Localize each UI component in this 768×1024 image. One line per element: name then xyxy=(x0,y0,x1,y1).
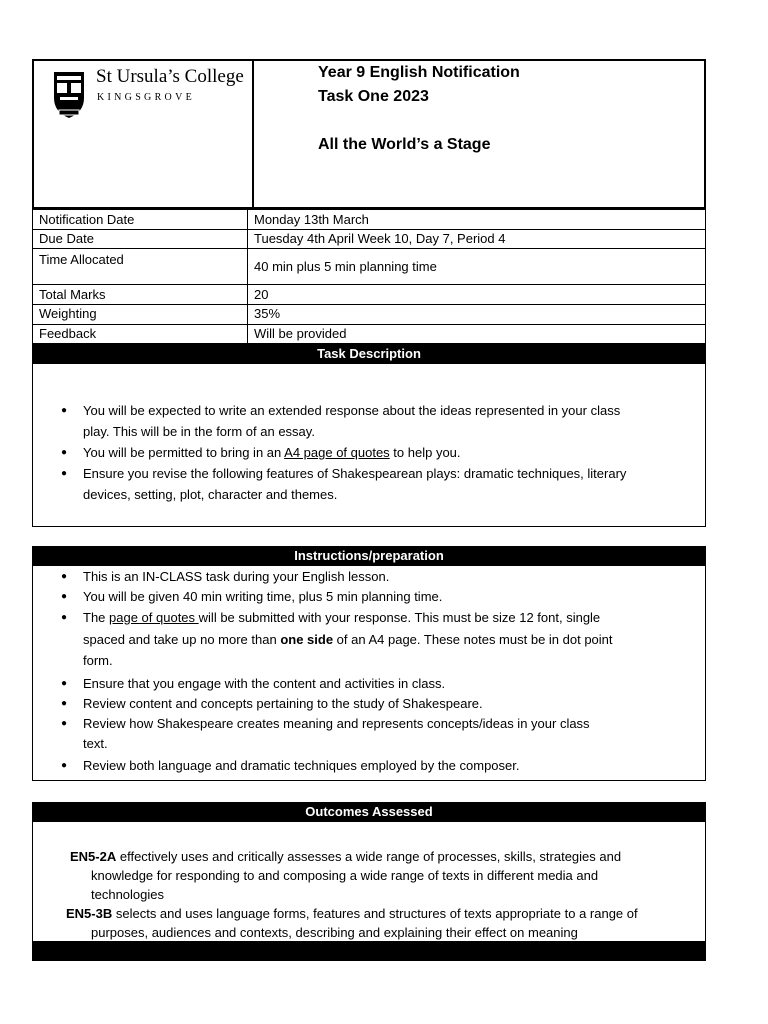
college-name: St Ursula’s College xyxy=(96,66,244,87)
outcome-en5-2a-line3: technologies xyxy=(91,887,164,902)
info-value: 40 min plus 5 min planning time xyxy=(254,259,437,274)
list-item: ● Review how Shakespeare creates meaning and represents concepts/ideas in your class text. xyxy=(61,714,613,754)
task-description-box xyxy=(32,364,706,527)
outcomes-box xyxy=(32,822,706,942)
info-value: 20 xyxy=(254,287,269,302)
outcome-en5-2a-line2: knowledge for responding to and composing a wide range of texts in different media and xyxy=(91,868,599,883)
outcome-en5-3b-line2: purposes, audiences and contexts, describing and explaining their effect on meaning xyxy=(91,925,578,940)
info-row-due-date xyxy=(32,230,706,249)
info-row-weighting xyxy=(32,305,706,325)
task-title-line2: Task One 2023 xyxy=(318,88,429,105)
outcome-code: EN5-3B xyxy=(66,906,113,921)
info-value: 35% xyxy=(254,306,281,321)
outcome-code: EN5-2A xyxy=(70,849,117,864)
list-item: ● You will be given 40 min writing time, plus 5 min planning time. xyxy=(61,587,613,607)
instructions-list xyxy=(61,567,613,776)
list-item: ● The page of quotes will be submitted with your response. This must be size 12 font, single spaced and take up no more than one side of an A4 page. These notes must be in dot point form. xyxy=(61,607,613,672)
outcomes-heading: Outcomes Assessed xyxy=(32,802,706,822)
outcome-en5-3b: EN5-3B selects and uses language forms, features and structures of texts appropriate to a range of xyxy=(66,906,638,921)
task-description-heading: Task Description xyxy=(32,344,706,364)
info-label: Total Marks xyxy=(39,287,106,302)
page-of-quotes-link-text: page of quotes xyxy=(109,610,199,625)
info-value: Monday 13th March xyxy=(254,212,369,227)
info-label: Weighting xyxy=(39,306,97,321)
info-label: Notification Date xyxy=(39,212,135,227)
college-crest-icon xyxy=(52,70,86,120)
info-label: Time Allocated xyxy=(39,252,124,267)
info-value: Tuesday 4th April Week 10, Day 7, Period 4 xyxy=(254,231,506,246)
a4-quotes-link-text: A4 page of quotes xyxy=(284,445,390,460)
footer-bar xyxy=(32,942,706,961)
instructions-heading: Instructions/preparation xyxy=(32,546,706,566)
list-item: ● Review both language and dramatic techniques employed by the composer. xyxy=(61,756,613,776)
list-item: ● Ensure that you engage with the content and activities in class. xyxy=(61,674,613,694)
info-value: Will be provided xyxy=(254,326,347,341)
list-item: ● Ensure you revise the following features of Shakespearean plays: dramatic techniques, literary devices, setting, plot, character and themes. xyxy=(61,463,626,505)
outcome-en5-2a: EN5-2A effectively uses and critically assesses a wide range of processes, skills, strategies and xyxy=(70,849,622,864)
task-title-line1: Year 9 English Notification xyxy=(318,64,520,81)
info-row-notification-date xyxy=(32,209,706,230)
instructions-box xyxy=(32,566,706,781)
info-label: Due Date xyxy=(39,231,94,246)
list-item: ● You will be permitted to bring in an A4 page of quotes to help you. xyxy=(61,442,626,463)
task-description-list xyxy=(61,400,626,505)
list-item: ● Review content and concepts pertaining to the study of Shakespeare. xyxy=(61,694,613,714)
info-row-total-marks xyxy=(32,285,706,305)
info-label: Feedback xyxy=(39,326,97,341)
task-title-line3: All the World’s a Stage xyxy=(318,136,491,153)
list-item: ● You will be expected to write an extended response about the ideas represented in your class play. This will be in the form of an essay. xyxy=(61,400,626,442)
info-row-time-allocated xyxy=(32,249,706,285)
header-divider xyxy=(252,59,254,209)
info-row-feedback xyxy=(32,325,706,344)
college-location: KINGSGROVE xyxy=(97,92,195,103)
list-item: ● This is an IN-CLASS task during your English lesson. xyxy=(61,567,613,587)
